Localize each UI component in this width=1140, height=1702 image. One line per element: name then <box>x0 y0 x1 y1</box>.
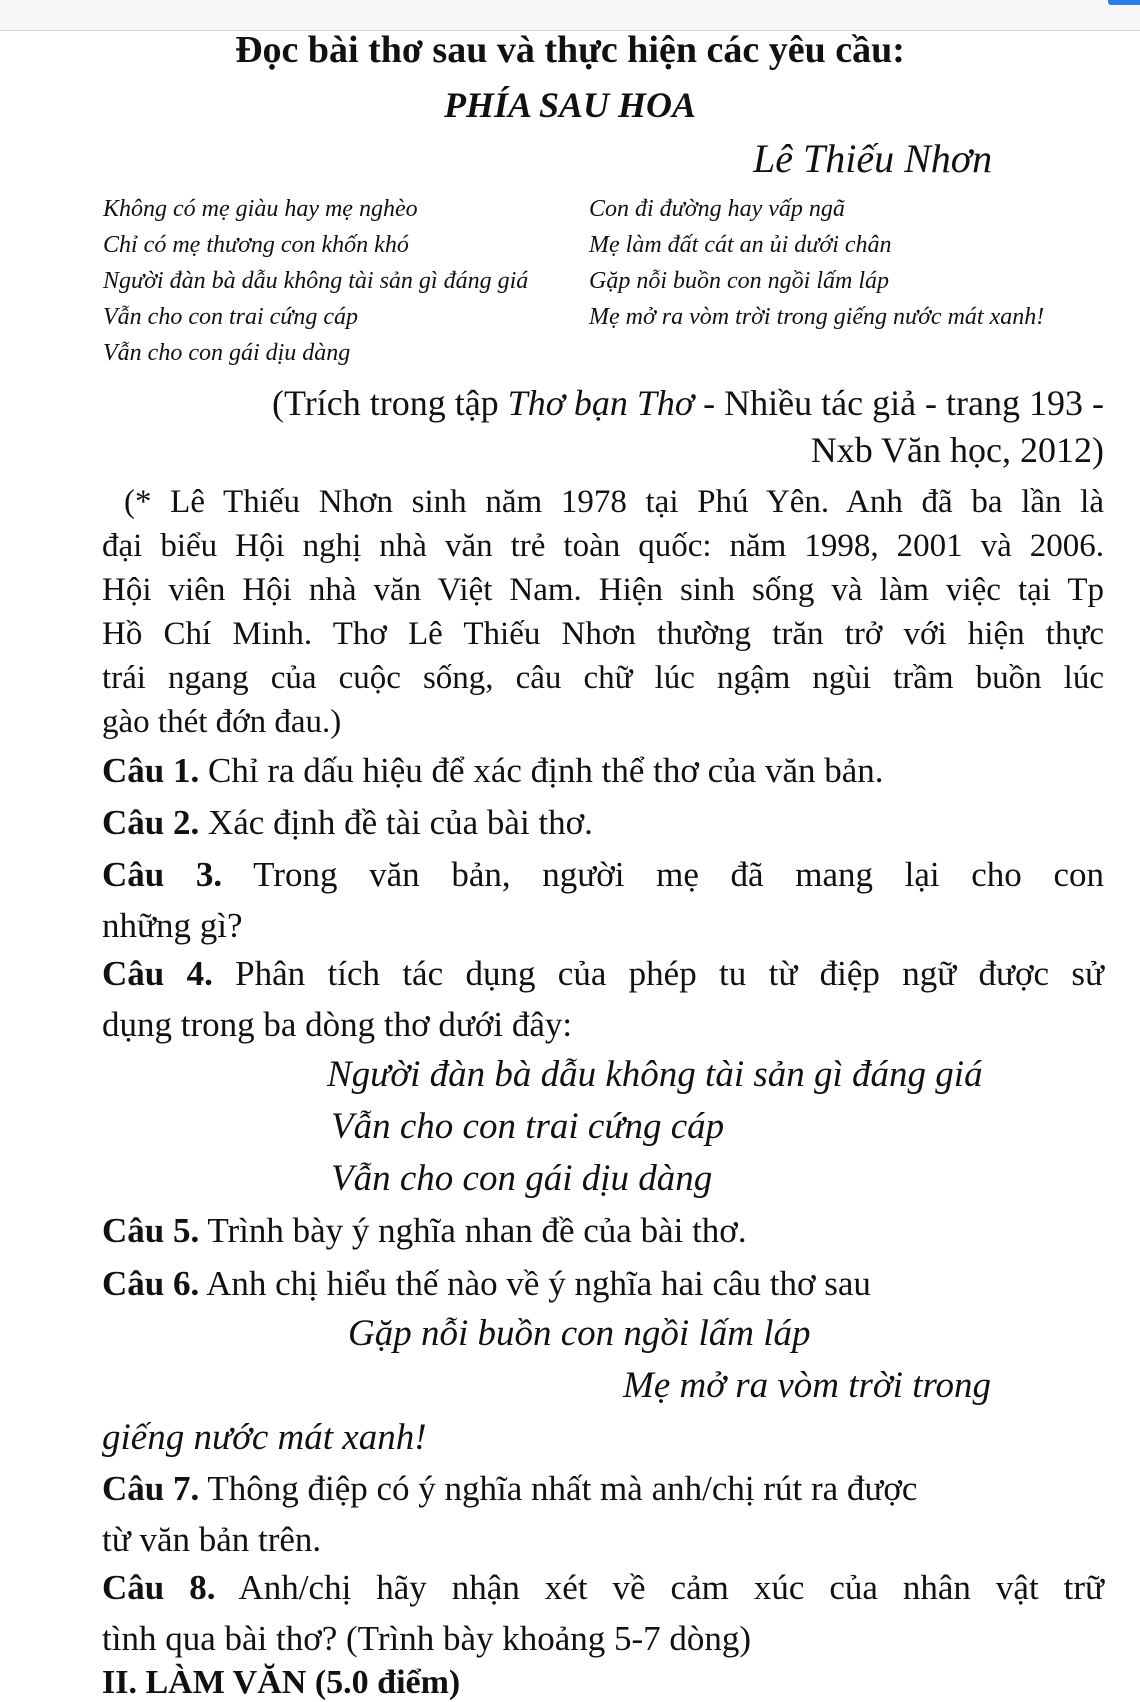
source-citation-line1 <box>272 382 1104 424</box>
question-text: Trong văn bản, người mẹ đã mang lại cho con <box>222 855 1104 894</box>
poem-line: Mẹ làm đất cát an ủi dưới chân <box>589 232 892 258</box>
question-6 <box>102 1258 1104 1309</box>
citation-book-title: Thơ bạn Thơ <box>507 383 695 423</box>
q4-quote-line: Vẫn cho con trai cứng cáp <box>331 1106 725 1147</box>
question-text: Anh chị hiểu thế nào về ý nghĩa hai câu thơ sau <box>199 1264 871 1303</box>
q6-quote-line: giếng nước mát xanh! <box>102 1417 427 1458</box>
poem-line: Gặp nỗi buồn con ngồi lấm láp <box>589 268 889 294</box>
question-4 <box>102 948 1104 1050</box>
question-5 <box>102 1205 1104 1256</box>
note-line: trái ngang của cuộc sống, câu chữ lúc ngậm ngùi trầm buồn lúc <box>102 660 1104 696</box>
question-text: tình qua bài thơ? (Trình bày khoảng 5-7 dòng) <box>102 1619 752 1658</box>
question-line <box>102 1463 1104 1514</box>
note-line: đại biểu Hội nghị nhà văn trẻ toàn quốc: năm 1998, 2001 và 2006. <box>102 528 1104 564</box>
q4-quote-line: Người đàn bà dẫu không tài sản gì đáng giá <box>327 1054 983 1095</box>
question-line <box>102 849 1104 900</box>
question-text: những gì? <box>102 906 243 945</box>
question-label: Câu 3. <box>102 855 223 894</box>
question-text: Xác định đề tài của bài thơ. <box>199 803 593 842</box>
note-line: (* Lê Thiếu Nhơn sinh năm 1978 tại Phú Yên. Anh đã ba lần là <box>124 484 1104 520</box>
question-8 <box>102 1562 1104 1664</box>
question-text: Anh/chị hãy nhận xét về cảm xúc của nhân vật trữ <box>215 1568 1104 1607</box>
poem-line: Người đàn bà dẫu không tài sản gì đáng giá <box>103 268 529 294</box>
question-text: dụng trong ba dòng thơ dưới đây: <box>102 1005 573 1044</box>
question-label: Câu 8. <box>102 1568 216 1607</box>
question-label: Câu 1. <box>102 751 200 790</box>
citation-text: - Nhiều tác giả - trang 193 - <box>694 383 1104 423</box>
question-text: Trình bày ý nghĩa nhan đề của bài thơ. <box>199 1211 747 1250</box>
poem-line: Vẫn cho con gái dịu dàng <box>103 340 351 366</box>
poem-author: Lê Thiếu Nhơn <box>753 136 993 181</box>
poem-line: Vẫn cho con trai cứng cáp <box>103 304 359 330</box>
note-line: Hồ Chí Minh. Thơ Lê Thiếu Nhơn thường trăn trở với hiện thực <box>102 616 1104 652</box>
question-text: từ văn bản trên. <box>102 1520 322 1559</box>
question-line <box>102 1562 1104 1613</box>
question-label: Câu 2. <box>102 803 200 842</box>
question-7 <box>102 1463 1104 1565</box>
question-2 <box>102 797 1104 848</box>
section-heading: II. LÀM VĂN (5.0 điểm) <box>102 1664 461 1701</box>
question-label: Câu 4. <box>102 954 213 993</box>
author-note <box>102 480 1104 744</box>
note-line: Hội viên Hội nhà văn Việt Nam. Hiện sinh sống và làm việc tại Tp <box>102 572 1104 608</box>
q4-quote-line: Vẫn cho con gái dịu dàng <box>331 1158 713 1199</box>
note-line: gào thét đớn đau.) <box>102 704 342 740</box>
poem-line: Không có mẹ giàu hay mẹ nghèo <box>103 196 418 222</box>
instruction-heading: Đọc bài thơ sau và thực hiện các yêu cầu: <box>235 29 905 71</box>
q6-quote-line: Mẹ mở ra vòm trời trong <box>623 1365 992 1406</box>
poem-title: PHÍA SAU HOA <box>443 85 697 125</box>
question-text: Chỉ ra dấu hiệu để xác định thể thơ của văn bản. <box>199 751 884 790</box>
poem-line: Con đi đường hay vấp ngã <box>589 196 845 222</box>
question-text: Phân tích tác dụng của phép tu từ điệp ngữ được sử <box>212 954 1104 993</box>
poem-line: Mẹ mở ra vòm trời trong giếng nước mát xanh! <box>589 304 1045 330</box>
poem-line: Chỉ có mẹ thương con khốn khó <box>103 232 409 258</box>
question-label: Câu 7. <box>102 1469 200 1508</box>
question-label: Câu 6. <box>102 1264 200 1303</box>
question-line <box>102 948 1104 999</box>
source-citation-line2: Nxb Văn học, 2012) <box>810 430 1104 470</box>
question-1 <box>102 745 1104 796</box>
q6-quote-line: Gặp nỗi buồn con ngồi lấm láp <box>348 1313 811 1354</box>
question-label: Câu 5. <box>102 1211 200 1250</box>
question-text: Thông điệp có ý nghĩa nhất mà anh/chị rút ra được <box>199 1469 918 1508</box>
question-3 <box>102 849 1104 951</box>
citation-text: (Trích trong tập <box>272 383 508 423</box>
